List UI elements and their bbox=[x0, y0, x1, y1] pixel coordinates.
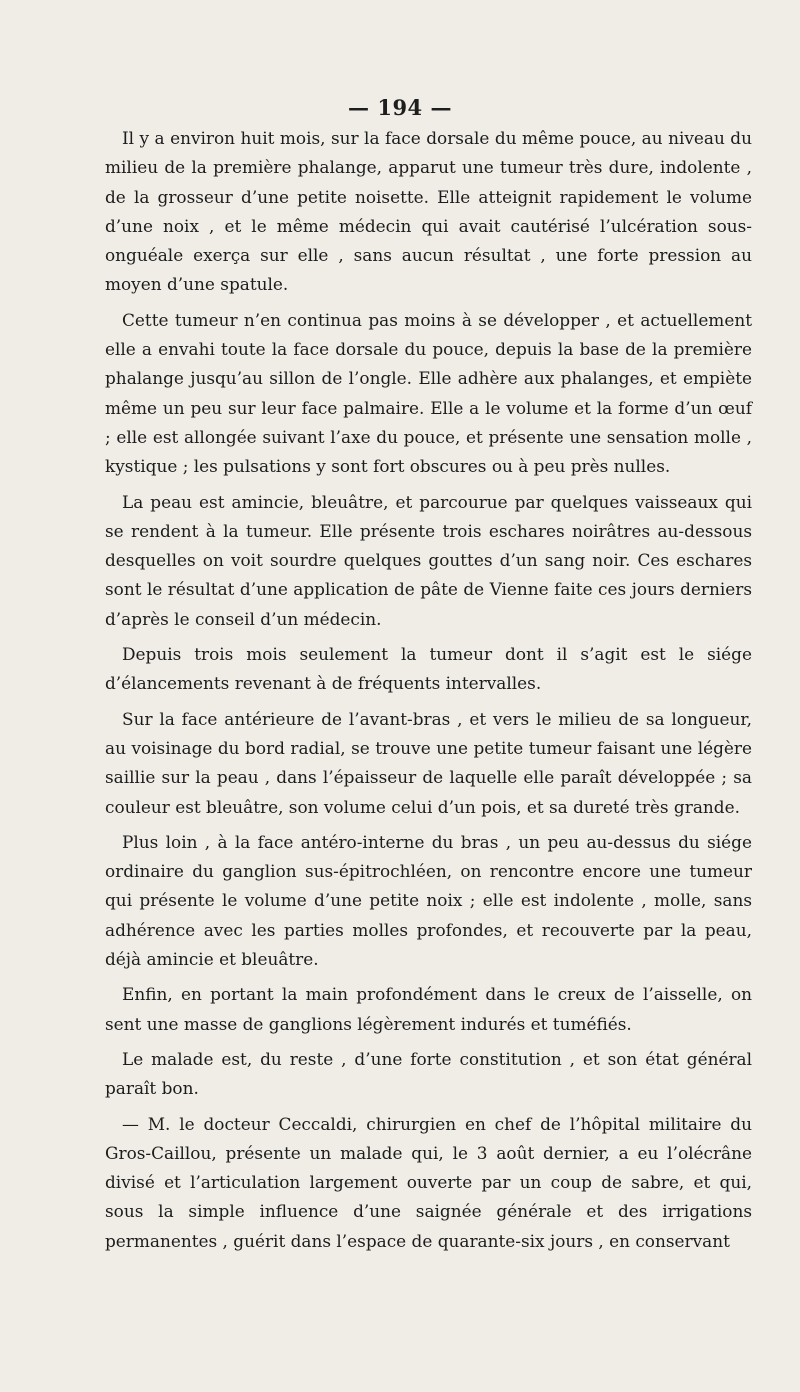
paragraph-3: La peau est amincie, bleuâtre, et parcourue par quelques vaisseaux qui se rendent à la tumeur. Elle présente trois eschares noirâtres au-dessous desquelles on voit sourdre quelques gouttes d’un sang noir. Ces eschares sont le résultat d’une application de pâte de Vienne faite ces jours derniers d’après le conseil d’un médecin. bbox=[105, 491, 752, 629]
paragraph-5: Sur la face antérieure de l’avant-bras , et vers le milieu de sa longueur, au voisinage du bord radial, se trouve une petite tumeur faisant une légère saillie sur la peau , dans l’épaisseur de laquelle elle paraît développée ; sa couleur est bleuâtre, son volume celui d’un pois, et sa dureté très grande. bbox=[105, 708, 752, 817]
paragraph-8: Le malade est, du reste , d’une forte constitution , et son état général paraît bon. bbox=[105, 1048, 752, 1099]
paragraph-7: Enfin, en portant la main profondément dans le creux de l’aisselle, on sent une masse de ganglions légèrement indurés et tuméfiés. bbox=[105, 984, 752, 1034]
paragraph-9: — M. le docteur Ceccaldi, chirurgien en chef de l’hôpital militaire du Gros-Caillou, présente un malade qui, le 3 août dernier, a eu l’olécrâne divisé et l’articulation largement ouverte par un coup de sabre, et qui, sous la simple influence d’une saignée générale et des irrigations permanentes , guérit dans l’espace de quarante-six jours , en conservant bbox=[105, 1113, 752, 1251]
paragraph-6: Plus loin , à la face antéro-interne du bras , un peu au-dessus du siége ordinaire du ganglion sus-épitrochléen, on rencontre encore une tumeur qui présente le volume d’une petite noix ; elle est indolente , molle, sans adhérence avec les parties molles profondes, et recouverte par la peau, déjà amincie et bleuâtre. bbox=[105, 831, 752, 970]
paragraph-2: Cette tumeur n’en continua pas moins à se développer , et actuellement elle a envahi toute la face dorsale du pouce, depuis la base de la première phalange jusqu’au sillon de l’ongle. Elle adhère aux phalanges, et empiète même un peu sur leur face palmaire. Elle a le volume et la forme d’un œuf ; elle est allongée suivant l’axe du pouce, et présente une sensation molle , kystique ; les pulsations y sont fort obscures ou à peu près nulles. bbox=[105, 309, 752, 477]
body-text bbox=[105, 124, 752, 1256]
paragraph-1: Il y a environ huit mois, sur la face dorsale du même pouce, au niveau du milieu de la première phalange, apparut une tumeur très dure, indolente , de la grosseur d’une petite noisette. Elle atteignit rapidement le volume d’une noix , et le même médecin qui avait cautérisé l’ulcération sous-onguéale exerça sur elle , sans aucun résultat , une forte pression au moyen d’une spatule. bbox=[105, 128, 752, 295]
paragraph-4: Depuis trois mois seulement la tumeur dont il s’agit est le siége d’élancements revenant à de fréquents intervalles. bbox=[105, 644, 752, 694]
page-number: — 194 — bbox=[348, 95, 452, 120]
